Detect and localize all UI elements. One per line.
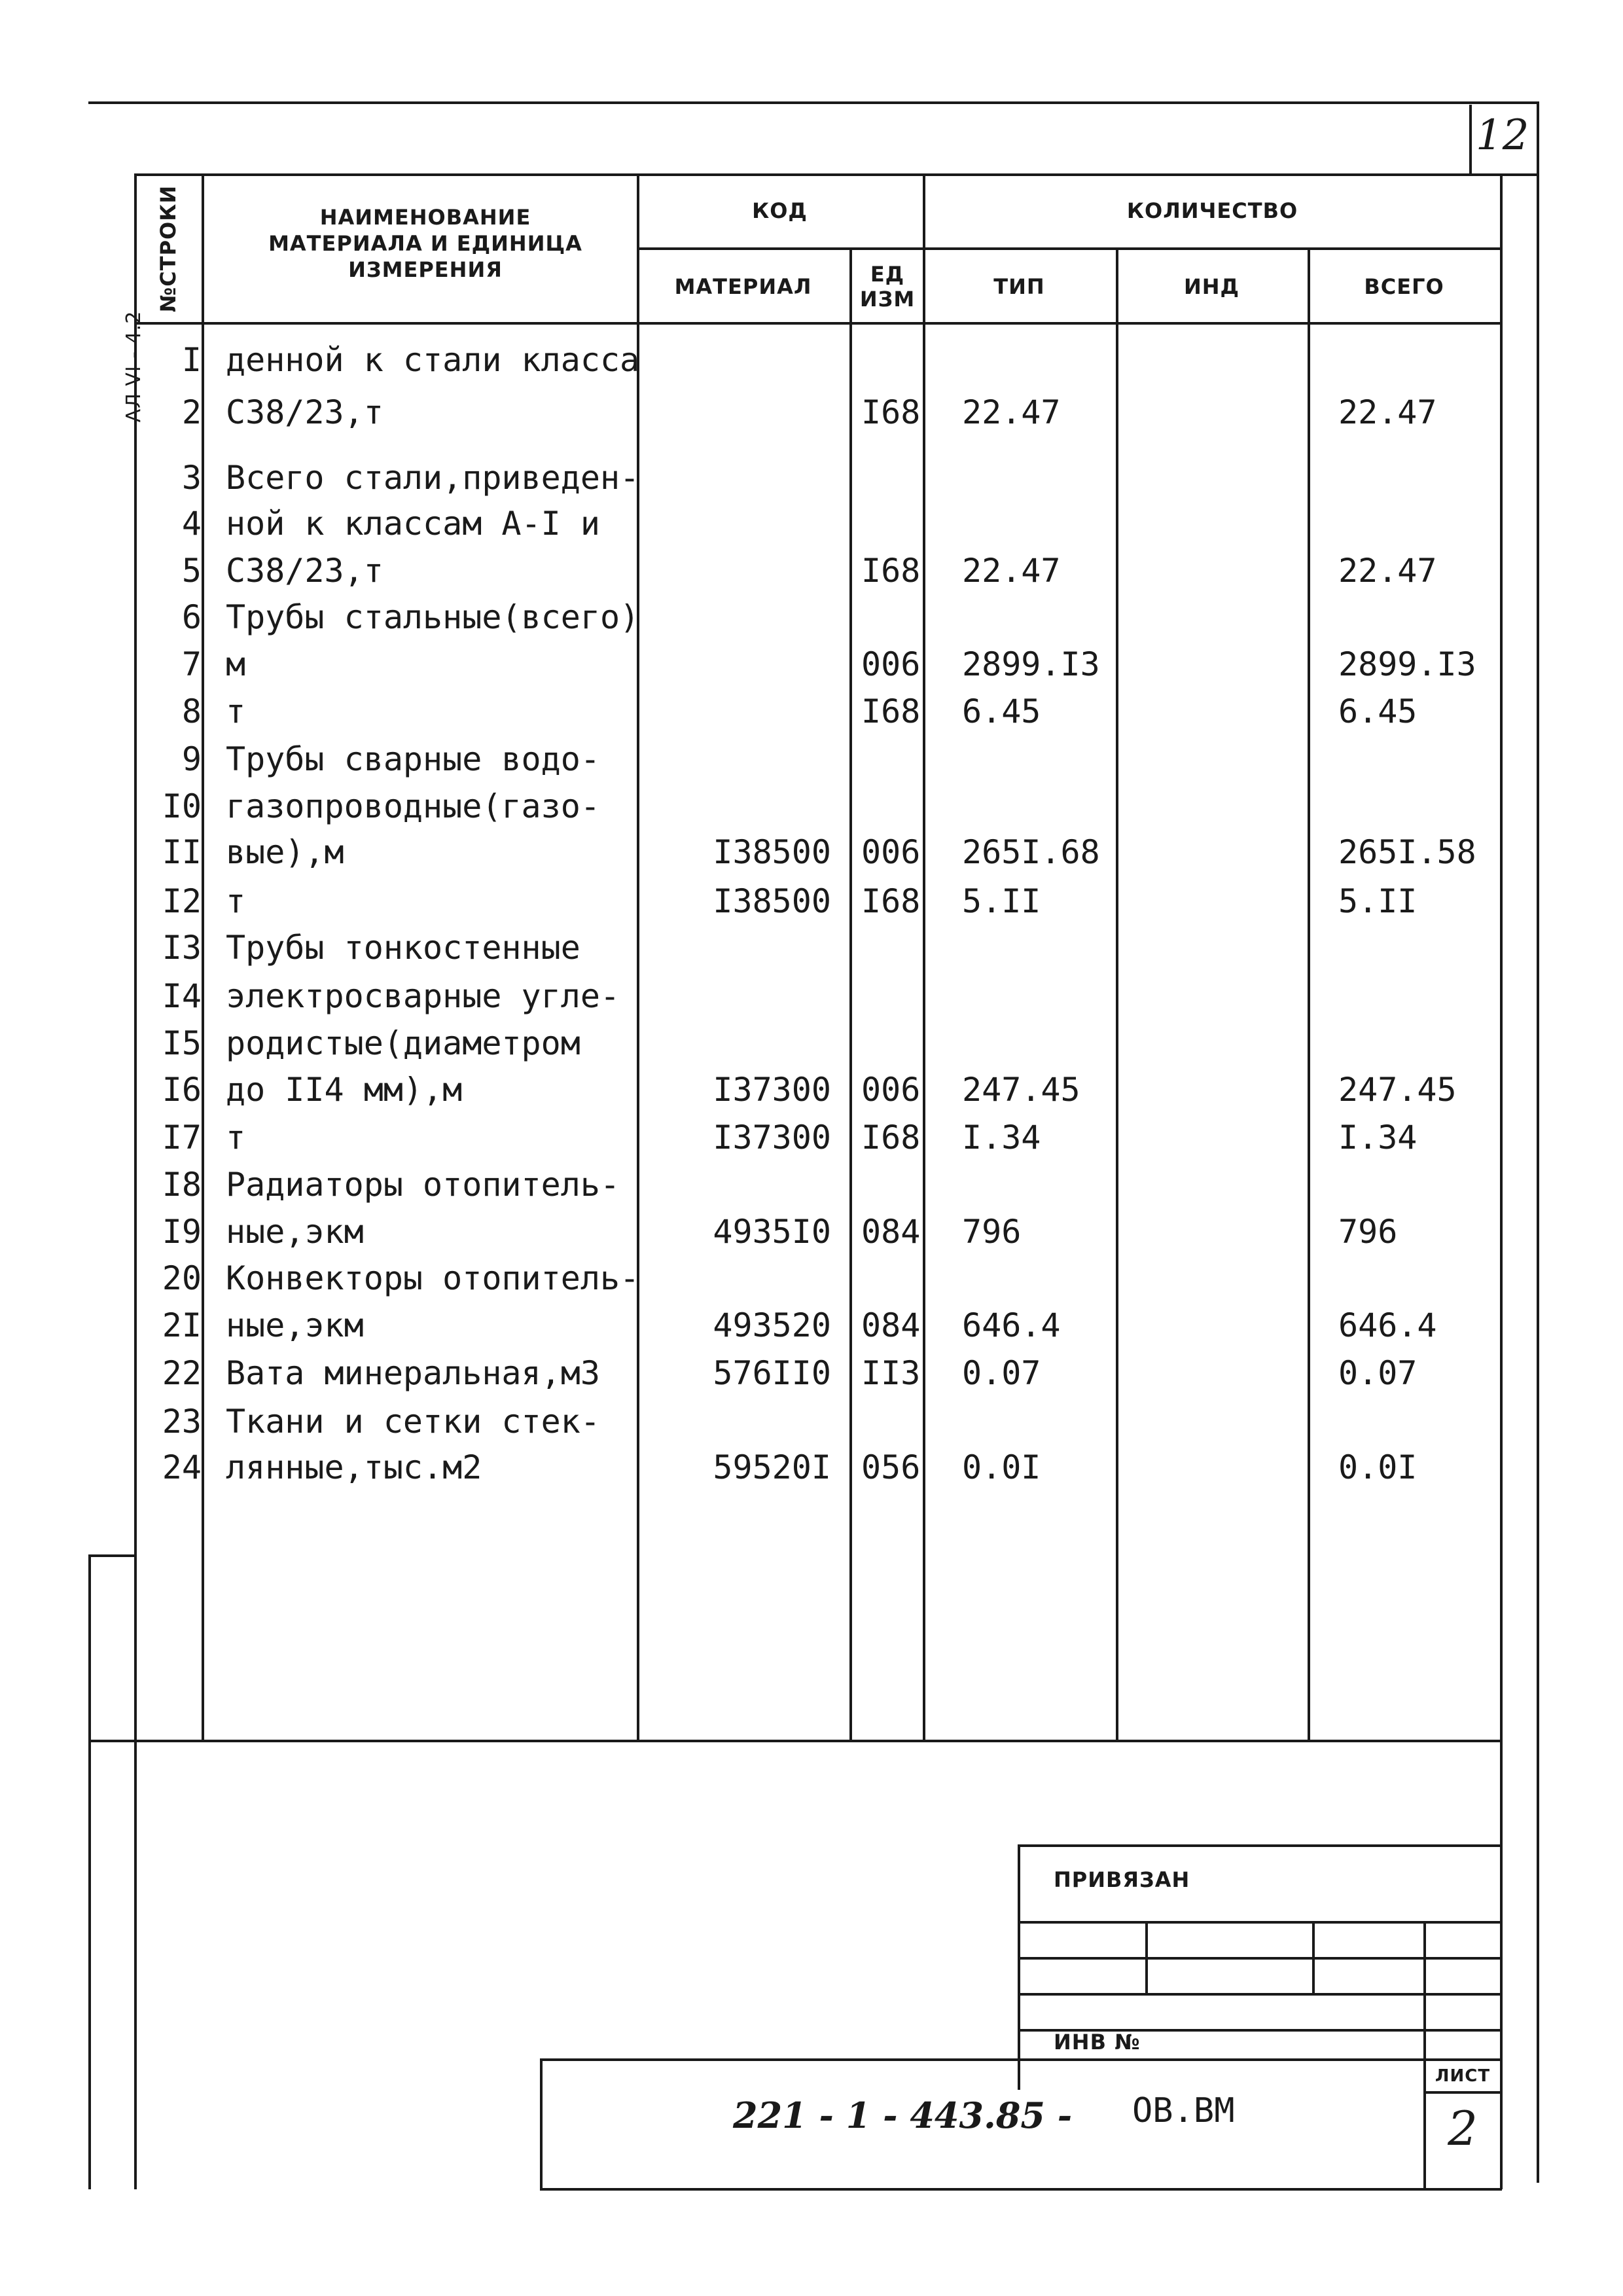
row-number: I3	[162, 929, 202, 967]
header-name: НАИМЕНОВАНИЕ МАТЕРИАЛА И ЕДИНИЦА ИЗМЕРЕНИЯ	[268, 205, 582, 282]
row-name: т	[226, 882, 246, 920]
header-code-unit: ЕД ИЗМ	[859, 262, 916, 312]
row-unit-code: 006	[861, 1071, 921, 1109]
row-number: 8	[181, 692, 202, 730]
left-strip-top	[88, 1554, 135, 1557]
row-material-code: I38500	[713, 882, 831, 920]
row-name: электросварные угле-	[226, 977, 620, 1015]
row-qty-total: I.34	[1338, 1119, 1418, 1157]
row-qty-type: 265I.68	[962, 833, 1100, 871]
stamp-line-1	[1018, 1921, 1502, 1924]
row-unit-code: I68	[861, 1119, 921, 1157]
row-number: I6	[162, 1071, 202, 1109]
row-number: 24	[162, 1448, 202, 1486]
row-qty-type: 22.47	[962, 393, 1061, 431]
row-number: I4	[162, 977, 202, 1015]
row-name: лянные,тыс.м2	[226, 1448, 482, 1486]
stamp-inv-label: ИНВ №	[1054, 2030, 1141, 2054]
row-number: 20	[162, 1259, 202, 1297]
table-top-line	[134, 173, 1502, 176]
row-name: ные,экм	[226, 1306, 364, 1344]
sheet-box-mid	[1423, 2091, 1502, 2094]
row-material-code: 59520I	[713, 1448, 831, 1486]
row-qty-total: 2899.I3	[1338, 645, 1476, 683]
top-border-line	[88, 101, 1538, 104]
row-material-code: 576II0	[713, 1354, 831, 1392]
row-unit-code: 084	[861, 1306, 921, 1344]
header-quantity: КОЛИЧЕСТВО	[1126, 198, 1298, 223]
row-qty-type: 6.45	[962, 692, 1041, 730]
row-material-code: 493520	[713, 1306, 831, 1344]
stamp-line-2	[1018, 1957, 1502, 1960]
row-name: денной к стали класса	[226, 341, 640, 379]
row-name: Трубы тонкостенные	[226, 929, 580, 967]
col-material-line	[849, 247, 852, 1741]
row-qty-type: 796	[962, 1213, 1022, 1251]
row-qty-type: 2899.I3	[962, 645, 1100, 683]
row-unit-code: II3	[861, 1354, 921, 1392]
row-number: 2	[181, 393, 202, 431]
stamp-top-line	[1018, 1844, 1502, 1847]
title-block-left	[540, 2058, 543, 2189]
row-material-code: I37300	[713, 1119, 831, 1157]
row-qty-type: 22.47	[962, 552, 1061, 590]
row-qty-total: 265I.58	[1338, 833, 1476, 871]
row-unit-code: 056	[861, 1448, 921, 1486]
row-name: Конвекторы отопитель-	[226, 1259, 640, 1297]
row-unit-code: I68	[861, 552, 921, 590]
row-name: м	[226, 645, 246, 683]
row-material-code: 4935I0	[713, 1213, 831, 1251]
right-border-line	[1537, 101, 1539, 2183]
row-qty-total: 646.4	[1338, 1306, 1437, 1344]
row-name: до II4 мм),м	[226, 1071, 463, 1109]
row-number: 7	[181, 645, 202, 683]
header-code-material: МАТЕРИАЛ	[674, 274, 812, 299]
row-unit-code: 006	[861, 833, 921, 871]
stamp-left-line	[1018, 1844, 1020, 2090]
row-name: т	[226, 1119, 246, 1157]
row-number: II	[162, 833, 202, 871]
row-name: Ткани и сетки стек-	[226, 1403, 600, 1441]
row-name: Вата минеральная,м3	[226, 1354, 600, 1392]
row-number: I9	[162, 1213, 202, 1251]
row-qty-total: 796	[1338, 1213, 1398, 1251]
table-body-bottom-line	[88, 1740, 1502, 1742]
margin-code: АЛ VI - 4.2	[122, 310, 145, 423]
left-strip-line	[88, 1554, 91, 2189]
row-name: Радиаторы отопитель-	[226, 1166, 620, 1204]
row-qty-type: 646.4	[962, 1306, 1061, 1344]
header-qty-ind: ИНД	[1183, 274, 1240, 299]
row-name: газопроводные(газо-	[226, 787, 600, 825]
corner-sheet-number: 12	[1476, 111, 1529, 160]
row-qty-type: I.34	[962, 1119, 1041, 1157]
col-unit-line	[923, 173, 925, 1741]
row-qty-total: 22.47	[1338, 552, 1437, 590]
stamp-line-3	[1018, 1993, 1502, 1996]
row-material-code: I37300	[713, 1071, 831, 1109]
header-mid-line	[637, 247, 1501, 250]
row-qty-type: 247.45	[962, 1071, 1080, 1109]
row-unit-code: 006	[861, 645, 921, 683]
row-number: I2	[162, 882, 202, 920]
row-name: С38/23,т	[226, 393, 383, 431]
row-name: Всего стали,приведен-	[226, 459, 640, 497]
row-number: 9	[181, 740, 202, 778]
sheet-label: ЛИСТ	[1435, 2066, 1491, 2086]
table-right-line	[1500, 173, 1503, 2189]
row-number: I8	[162, 1166, 202, 1204]
row-unit-code: I68	[861, 393, 921, 431]
row-name: родистые(диаметром	[226, 1024, 580, 1062]
row-qty-total: 0.0I	[1338, 1448, 1418, 1486]
header-bottom-line	[134, 322, 1502, 325]
row-qty-total: 247.45	[1338, 1071, 1457, 1109]
row-number: I7	[162, 1119, 202, 1157]
doc-code-suffix: ОВ.ВМ	[1132, 2091, 1235, 2130]
row-unit-code: I68	[861, 692, 921, 730]
header-code: КОД	[752, 198, 808, 223]
row-number: 22	[162, 1354, 202, 1392]
col-name-line	[637, 173, 639, 1741]
row-material-code: I38500	[713, 833, 831, 871]
row-name: С38/23,т	[226, 552, 383, 590]
row-name: т	[226, 692, 246, 730]
header-qty-total: ВСЕГО	[1364, 274, 1444, 299]
col-type-line	[1116, 247, 1118, 1741]
row-number: 6	[181, 598, 202, 636]
stamp-col-1	[1145, 1921, 1148, 1993]
row-qty-total: 0.07	[1338, 1354, 1418, 1392]
row-number: 4	[181, 505, 202, 543]
row-qty-total: 6.45	[1338, 692, 1418, 730]
title-block-bottom	[540, 2188, 1502, 2191]
row-qty-type: 0.0I	[962, 1448, 1041, 1486]
row-number: I5	[162, 1024, 202, 1062]
row-name: Трубы стальные(всего)	[226, 598, 640, 636]
row-name: ной к классам А-I и	[226, 505, 600, 543]
row-number: 23	[162, 1403, 202, 1441]
row-name: Трубы сварные водо-	[226, 740, 600, 778]
row-unit-code: I68	[861, 882, 921, 920]
row-qty-total: 22.47	[1338, 393, 1437, 431]
row-number: 3	[181, 459, 202, 497]
row-name: ные,экм	[226, 1213, 364, 1251]
row-number: I	[181, 341, 202, 379]
stamp-col-3	[1423, 1921, 1426, 2058]
row-number: 2I	[162, 1306, 202, 1344]
doc-code-prefix: 221 - 1 - 443.85 -	[733, 2094, 1073, 2136]
row-name: вые),м	[226, 833, 344, 871]
sheet-number: 2	[1448, 2101, 1478, 2156]
header-qty-type: ТИП	[993, 274, 1045, 299]
col-rownum-line	[202, 173, 204, 1741]
stamp-bound-label: ПРИВЯЗАН	[1054, 1867, 1190, 1892]
row-unit-code: 084	[861, 1213, 921, 1251]
row-number: 5	[181, 552, 202, 590]
title-block-top	[540, 2058, 1502, 2061]
header-row-number: №СТРОКИ	[156, 185, 181, 313]
row-qty-type: 5.II	[962, 882, 1041, 920]
row-qty-type: 0.07	[962, 1354, 1041, 1392]
stamp-col-2	[1312, 1921, 1315, 1993]
col-ind-line	[1308, 247, 1310, 1741]
corner-box-left	[1469, 105, 1472, 175]
row-number: I0	[162, 787, 202, 825]
row-qty-total: 5.II	[1338, 882, 1418, 920]
